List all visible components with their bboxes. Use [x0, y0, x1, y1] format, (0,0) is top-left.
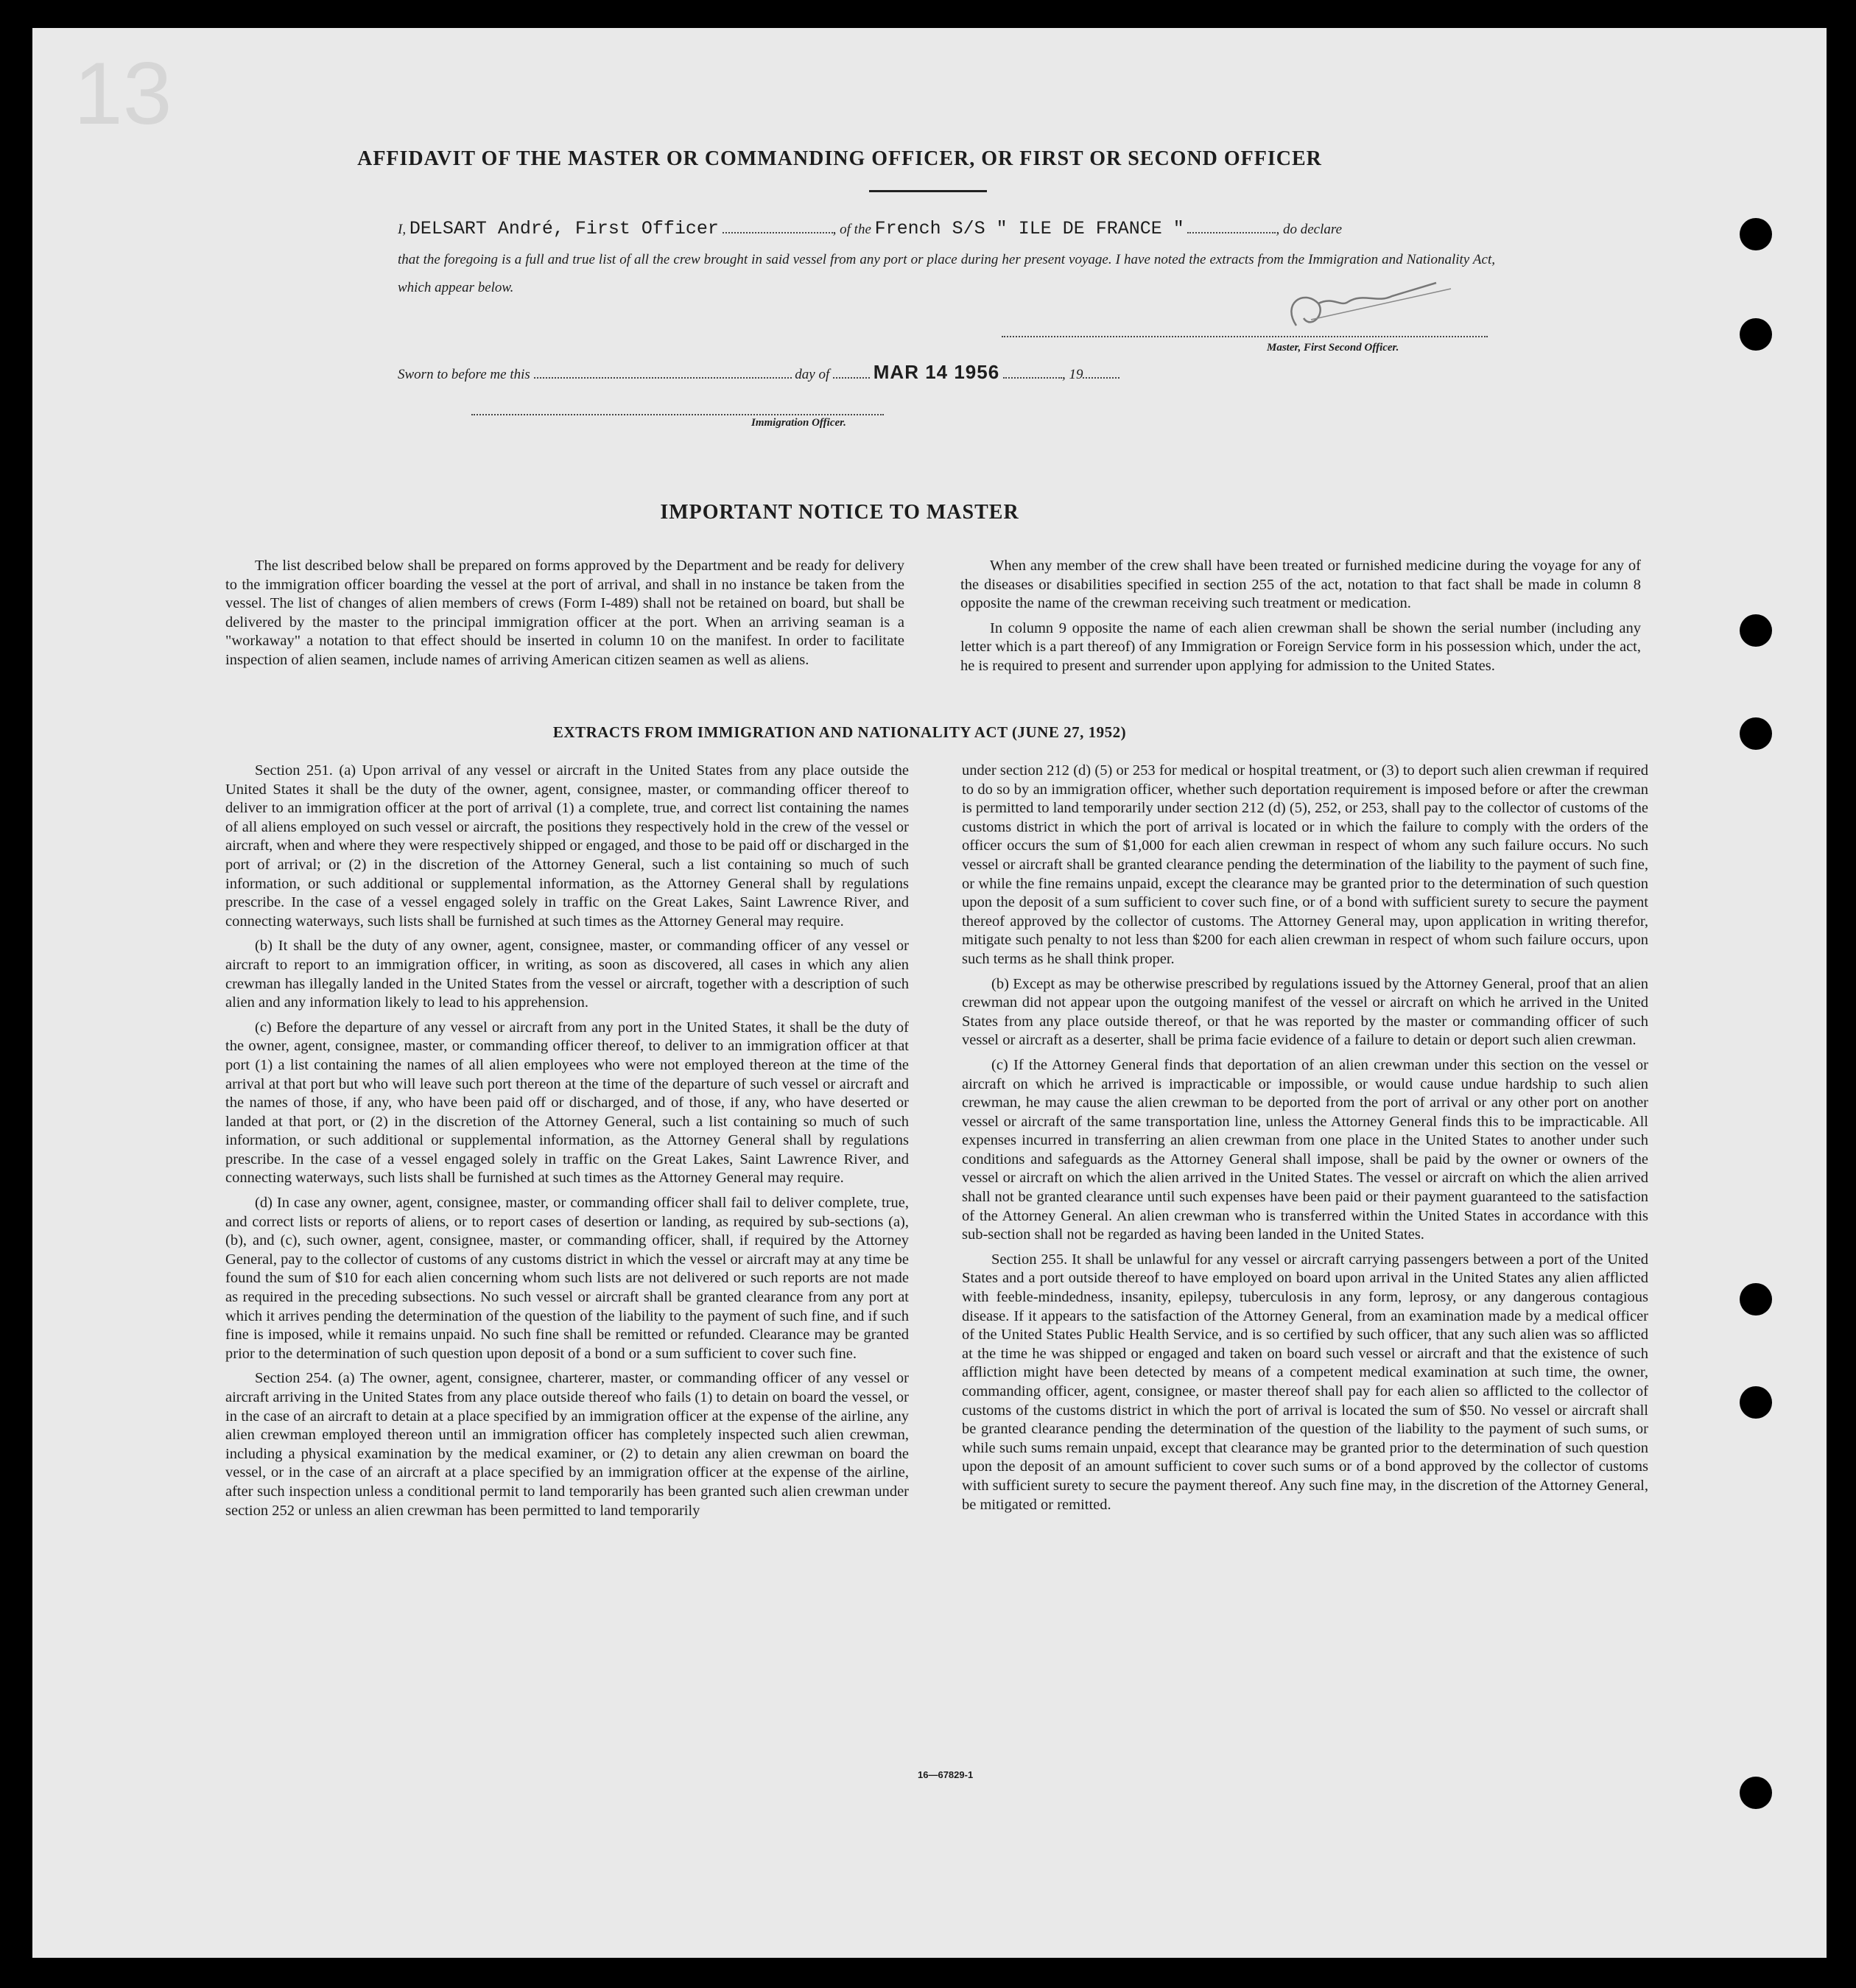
fill-line — [723, 232, 833, 233]
declaration-body: that the foregoing is a full and true list of all the crew brought in said vessel from any port or place during her present voyage. I have noted the extracts from the Immigration and Nationality Act, which appear below. — [398, 252, 1495, 295]
fill-line — [1083, 377, 1119, 379]
notice-right-column — [960, 557, 1641, 676]
act-paragraph: (b) It shall be the duty of any owner, agent, consignee, master, or commanding officer of any vessel or aircraft to report to an immigration officer, in writing, as soon as discovered, all cases in which any alien crewman has illegally landed in the United States from the vessel or aircraft, together with a description of such alien and any information likely to lead to his apprehension. — [225, 938, 909, 1011]
immigration-officer-line — [471, 414, 884, 415]
title-divider — [869, 190, 987, 192]
act-paragraph: Section 254. (a) The owner, agent, consignee, charterer, master, or commanding officer of any vessel or aircraft arriving in the United States from any place outside thereof who fails (1) to detain on board the vessel, or in the case of an aircraft to detain at a place specified by an immigration officer at the expense of the airline, any alien crewman employed thereon until an immigration officer has completely inspected such alien crewman, including a physical examination by the medical examiner, or (2) to detain any alien crewman on board the vessel, or in the case of an aircraft at a place specified by an immigration officer at the expense of the airline, after such inspection unless a conditional permit to land temporarily has been granted such alien crewman under section 252 or unless an alien crewman has been permitted to land temporarily — [225, 1370, 909, 1519]
date-stamp: MAR 14 1956 — [873, 361, 1000, 383]
act-paragraph: Section 251. (a) Upon arrival of any vessel or aircraft in the United States from any place outside the United States it shall be the duty of the owner, agent, consignee, master, or commanding officer thereof to deliver to an immigration officer at the port of arrival (1) a complete, true, and correct list containing the names of all aliens employed on such vessel or aircraft, the positions they respectively hold in the crew of the vessel or aircraft, when and where they were respectively shipped or engaged, and those to be paid off or discharged in the port of arrival; or (2) in the discretion of the Attorney General, such a list containing so much of such information, or such additional or supplemental information, as the Attorney General shall by regulations prescribe. In the case of a vessel engaged solely in traffic on the Great Lakes, Saint Lawrence River, and connecting waterways, such lists shall be furnished at such times as the Attorney General may require. — [225, 762, 909, 930]
punch-hole — [1740, 717, 1772, 750]
ghost-page-number: 13 — [74, 44, 172, 143]
form-code: 16—67829-1 — [918, 1769, 974, 1780]
notice-paragraph: In column 9 opposite the name of each alien crewman shall be shown the serial number (including any letter which is a part thereof) of any Immigration or Foreign Service form in his possession which, under the act, he is required to present and surrender upon applying for admission to the United States. — [960, 619, 1641, 674]
sworn-prefix: Sworn to before me this — [398, 367, 530, 382]
extracts-title: EXTRACTS FROM IMMIGRATION AND NATIONALITY ACT (JUNE 27, 1952) — [552, 723, 1127, 741]
punch-hole — [1740, 1777, 1772, 1809]
declaration-line — [398, 218, 1495, 239]
officer-name: DELSART André, First Officer — [409, 218, 719, 239]
punch-hole — [1740, 1386, 1772, 1419]
punch-hole — [1740, 1283, 1772, 1316]
punch-hole — [1740, 218, 1772, 250]
declaration-prefix: I, — [398, 222, 407, 237]
immigration-officer-label: Immigration Officer. — [751, 417, 846, 429]
fill-line — [534, 377, 792, 379]
fill-line — [1003, 377, 1062, 379]
signature-label: Master, First Second Officer. — [1267, 342, 1399, 354]
fill-line — [1187, 232, 1276, 233]
sworn-line — [398, 361, 1119, 384]
fill-line — [833, 377, 870, 379]
notice-left-column — [225, 557, 904, 670]
punch-hole — [1740, 614, 1772, 647]
day-of-label: day of — [795, 367, 830, 382]
extracts-left-column — [225, 762, 909, 1520]
year-label: , 19 — [1061, 367, 1083, 382]
handwritten-signature — [1267, 274, 1458, 340]
notice-paragraph: The list described below shall be prepared on forms approved by the Department and be ready for delivery to the immigration officer boarding the vessel at the port of arrival, and shall in no instance be taken from the vessel. The list of changes of alien members of crews (Form I-489) shall not be retained on board, but shall be delivered by the master to the principal immigration officer at the port. When an arriving seaman is a "workaway" a notation to that effect should be inserted in column 10 on the manifest. In order to facilitate inspection of alien seamen, include names of arriving American citizen seamen as well as aliens. — [225, 558, 904, 668]
extracts-right-column — [962, 762, 1648, 1514]
vessel-name: French S/S " ILE DE FRANCE " — [874, 218, 1184, 239]
affidavit-title: AFFIDAVIT OF THE MASTER OR COMMANDING OFFICER, OR FIRST OR SECOND OFFICER — [357, 147, 1322, 170]
act-paragraph: (b) Except as may be otherwise prescribed by regulations issued by the Attorney General, proof that an alien crewman did not appear upon the outgoing manifest of the vessel or aircraft on which he arrived in the United States from any place outside thereof, or that he was reported by the master or commanding officer of such vessel or aircraft as a deserter, shall be prima facie evidence of a failure to detain or deport such alien crewman. — [962, 975, 1648, 1049]
act-paragraph: (c) Before the departure of any vessel or aircraft from any port in the United States, it shall be the duty of the owner, agent, consignee, master, or commanding officer thereof, to deliver to an immigration officer at that port (1) a list containing the names of all alien employees who were not employed thereon at the time of the arrival at that port but who will leave such port thereon at the time of the departure of such vessel or aircraft and the names of those, if any, who have been paid off or discharged, and of those, if any, who have deserted or landed at that port, or (2) in the discretion of the Attorney General, such a list containing so much of such information, or such additional or supplemental information, as the Attorney General shall by regulations prescribe. In the case of a vessel engaged solely in traffic on the Great Lakes, Saint Lawrence River, and connecting waterways, such lists shall be furnished at such times as the Attorney General may require. — [225, 1019, 909, 1187]
do-declare-label: , do declare — [1276, 222, 1343, 237]
act-paragraph: (d) In case any owner, agent, consignee, master, or commanding officer shall fail to deliver complete, true, and correct lists or reports of aliens, or to report cases of desertion or landing, as required by sub-sections (a), (b), and (c), such owner, agent, consignee, master, or commanding officer, shall, if required by the Attorney General, pay to the collector of customs of any customs district in which the vessel or aircraft may at any time be found the sum of $10 for each alien concerning whom such lists are not delivered or such reports are not made as required in the preceding subsections. No such vessel or aircraft shall be granted clearance from any port at which it arrives pending the determination of the question of the liability to the payment of such fine, and if such fine is imposed, while it remains unpaid. No such fine shall be remitted or refunded. Clearance may be granted prior to the determination of such question upon deposit of a bond or a sum sufficient to cover such fine. — [225, 1195, 909, 1362]
of-the-label: , of the — [832, 222, 871, 237]
notice-title: IMPORTANT NOTICE TO MASTER — [660, 501, 1019, 524]
act-paragraph: Section 255. It shall be unlawful for any vessel or aircraft carrying passengers between a port of the United States and a port outside thereof to have employed on board upon arrival in the United States any alien afflicted with feeble-mindedness, insanity, epilepsy, tuberculosis in any form, leprosy, or any dangerous contagious disease. If it appears to the satisfaction of the Attorney General, from an examination made by a medical officer of the United States Public Health Service, and is so certified by such officer, that any such alien was so afflicted at the time he was shipped or engaged and taken on board such vessel or aircraft and that the existence of such affliction might have been detected by means of a competent medical examination at such time, the owner, commanding officer, agent, consignee, or master thereof shall pay for each alien so afflicted to the collector of customs of the customs district in which the port of arrival is located the sum of $50. No vessel or aircraft shall be granted clearance pending the determination of the question of the liability to the payment of such sums, or while such sums remain unpaid, except that clearance may be granted prior to the determination of such question upon the deposit of an amount sufficient to cover such sums or of a bond approved by the collector of customs with sufficient surety to secure the payment thereof. Any such fine may, in the discretion of the Attorney General, be mitigated or remitted. — [962, 1251, 1648, 1513]
notice-paragraph: When any member of the crew shall have been treated or furnished medicine during the voyage for any of the diseases or disabilities specified in section 255 of the act, notation to that fact shall be made in column 8 opposite the name of the crewman receiving such treatment or medication. — [960, 558, 1641, 612]
signature-line — [1002, 336, 1488, 337]
act-paragraph: under section 212 (d) (5) or 253 for medical or hospital treatment, or (3) to deport such alien crewman if required to do so by an immigration officer, whether such deportation requirement is imposed before or after the crewman is permitted to land temporarily under section 212 (d) (5), 252, or 253, shall pay to the collector of customs of the customs district in which the port of arrival is located or in which the failure to comply with the orders of the officer occurs the sum of $1,000 for each alien crewman in respect of whom any such failure occurs. No such vessel or aircraft shall be granted clearance pending the determination of the liability to the payment of such fine, or while the fine remains unpaid, except the clearance may be granted prior to the determination of such question upon the deposit of a sum sufficient to cover such fine, or of a bond with sufficient surety to secure the payment thereof approved by the collector of customs. The Attorney General may, upon application in writing therefor, mitigate such penalty to not less than $200 for each alien crewman in respect of whom such failure occurs, upon such terms as he shall think proper. — [962, 762, 1648, 967]
punch-hole — [1740, 318, 1772, 351]
act-paragraph: (c) If the Attorney General finds that deportation of an alien crewman under this section on the vessel or aircraft on which he arrived is impracticable or impossible, or would cause undue hardship to such alien crewman, he may cause the alien crewman to be deported from the port of arrival or any other port on another vessel or aircraft of the same transportation line, unless the Attorney General finds this to be impracticable. All expenses incurred in transferring an alien crewman from one place in the United States to another under such conditions and safeguards as the Attorney General shall impose, shall be paid by the owner or owners of the vessel or aircraft on which the alien arrived in the United States. The vessel or aircraft on which the alien arrived shall not be granted clearance until such expenses have been paid or their payment guaranteed to the satisfaction of the Attorney General. An alien crewman who is transferred within the United States in accordance with this sub-section shall not be regarded as having been landed in the United States. — [962, 1056, 1648, 1243]
